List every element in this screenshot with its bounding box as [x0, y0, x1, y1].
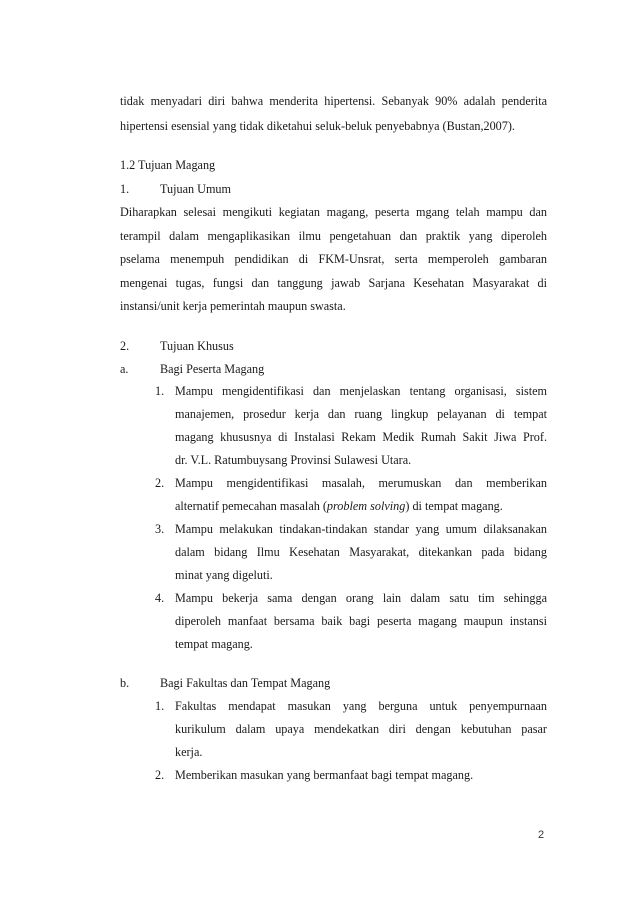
list-item-line: Fakultas mendapat masukan yang berguna untuk penyempurnaan	[175, 699, 547, 713]
list-letter: b.	[120, 676, 130, 690]
list-number: 1.	[120, 182, 130, 196]
page-number: 2	[538, 829, 545, 841]
list-item-text: alternatif pemecahan masalah (	[175, 499, 327, 513]
list-item-line: Mampu melakukan tindakan-tindakan standar yang umum dilaksanakan	[175, 522, 547, 536]
paragraph-line: Diharapkan selesai mengikuti kegiatan magang, peserta mgang telah mampu dan	[120, 205, 547, 219]
list-item-line: dr. V.L. Ratumbuysang Provinsi Sulawesi Utara.	[175, 453, 412, 467]
paragraph-line: instansi/unit kerja pemerintah maupun swasta.	[120, 299, 346, 313]
subsection-title: Bagi Fakultas dan Tempat Magang	[160, 676, 331, 690]
list-item-line: Mampu bekerja sama dengan orang lain dalam satu tim sehingga	[175, 591, 547, 605]
paragraph-line: mengenai tugas, fungsi dan tanggung jawab Sarjana Kesehatan Masyarakat di	[120, 276, 547, 290]
list-item-line: Mampu mengidentifikasi masalah, merumuskan dan memberikan	[175, 476, 547, 490]
list-number: 1.	[155, 699, 165, 713]
list-number: 3.	[155, 522, 165, 536]
list-number: 2.	[155, 476, 165, 490]
list-item-line: kurikulum dalam upaya mendekatkan diri dengan kebutuhan pasar	[175, 722, 547, 736]
list-letter: a.	[120, 362, 129, 376]
intro-line: hipertensi esensial yang tidak diketahui seluk-beluk penyebabnya (Bustan,2007).	[120, 119, 515, 133]
emphasis-text: problem solving	[326, 499, 406, 513]
section-heading: 1.2 Tujuan Magang	[120, 158, 216, 172]
list-number: 2.	[120, 339, 130, 353]
list-number: 4.	[155, 591, 165, 605]
subsection-title: Bagi Peserta Magang	[160, 362, 265, 376]
list-item-line: magang khususnya di Instalasi Rekam Medik Rumah Sakit Jiwa Prof.	[175, 430, 547, 444]
list-number: 2.	[155, 768, 165, 782]
list-item-line: Memberikan masukan yang bermanfaat bagi tempat magang.	[175, 768, 474, 782]
list-item-line: tempat magang.	[175, 637, 253, 651]
subsection-title: Tujuan Khusus	[160, 339, 234, 353]
list-item-line	[175, 499, 503, 513]
list-item-line: Mampu mengidentifikasi dan menjelaskan tentang organisasi, sistem	[175, 384, 547, 398]
list-item-line: dalam bidang Ilmu Kesehatan Masyarakat, ditekankan pada bidang	[175, 545, 547, 559]
list-number: 1.	[155, 384, 165, 398]
paragraph-line: terampil dalam mengaplikasikan ilmu pengetahuan dan praktik yang diperoleh	[120, 229, 547, 243]
list-item-text: ) di tempat magang.	[405, 499, 503, 513]
paragraph-line: pselama menempuh pendidikan di FKM-Unsrat, serta memperoleh gambaran	[120, 252, 547, 266]
list-item-line: minat yang digeluti.	[175, 568, 273, 582]
subsection-title: Tujuan Umum	[160, 182, 231, 196]
intro-line: tidak menyadari diri bahwa menderita hipertensi. Sebanyak 90% adalah penderita	[120, 94, 547, 108]
list-item-line: diperoleh manfaat bersama baik bagi peserta magang maupun instansi	[175, 614, 547, 628]
list-item-line: kerja.	[175, 745, 203, 759]
list-item-line: manajemen, prosedur kerja dan ruang lingkup pelayanan di tempat	[175, 407, 547, 421]
